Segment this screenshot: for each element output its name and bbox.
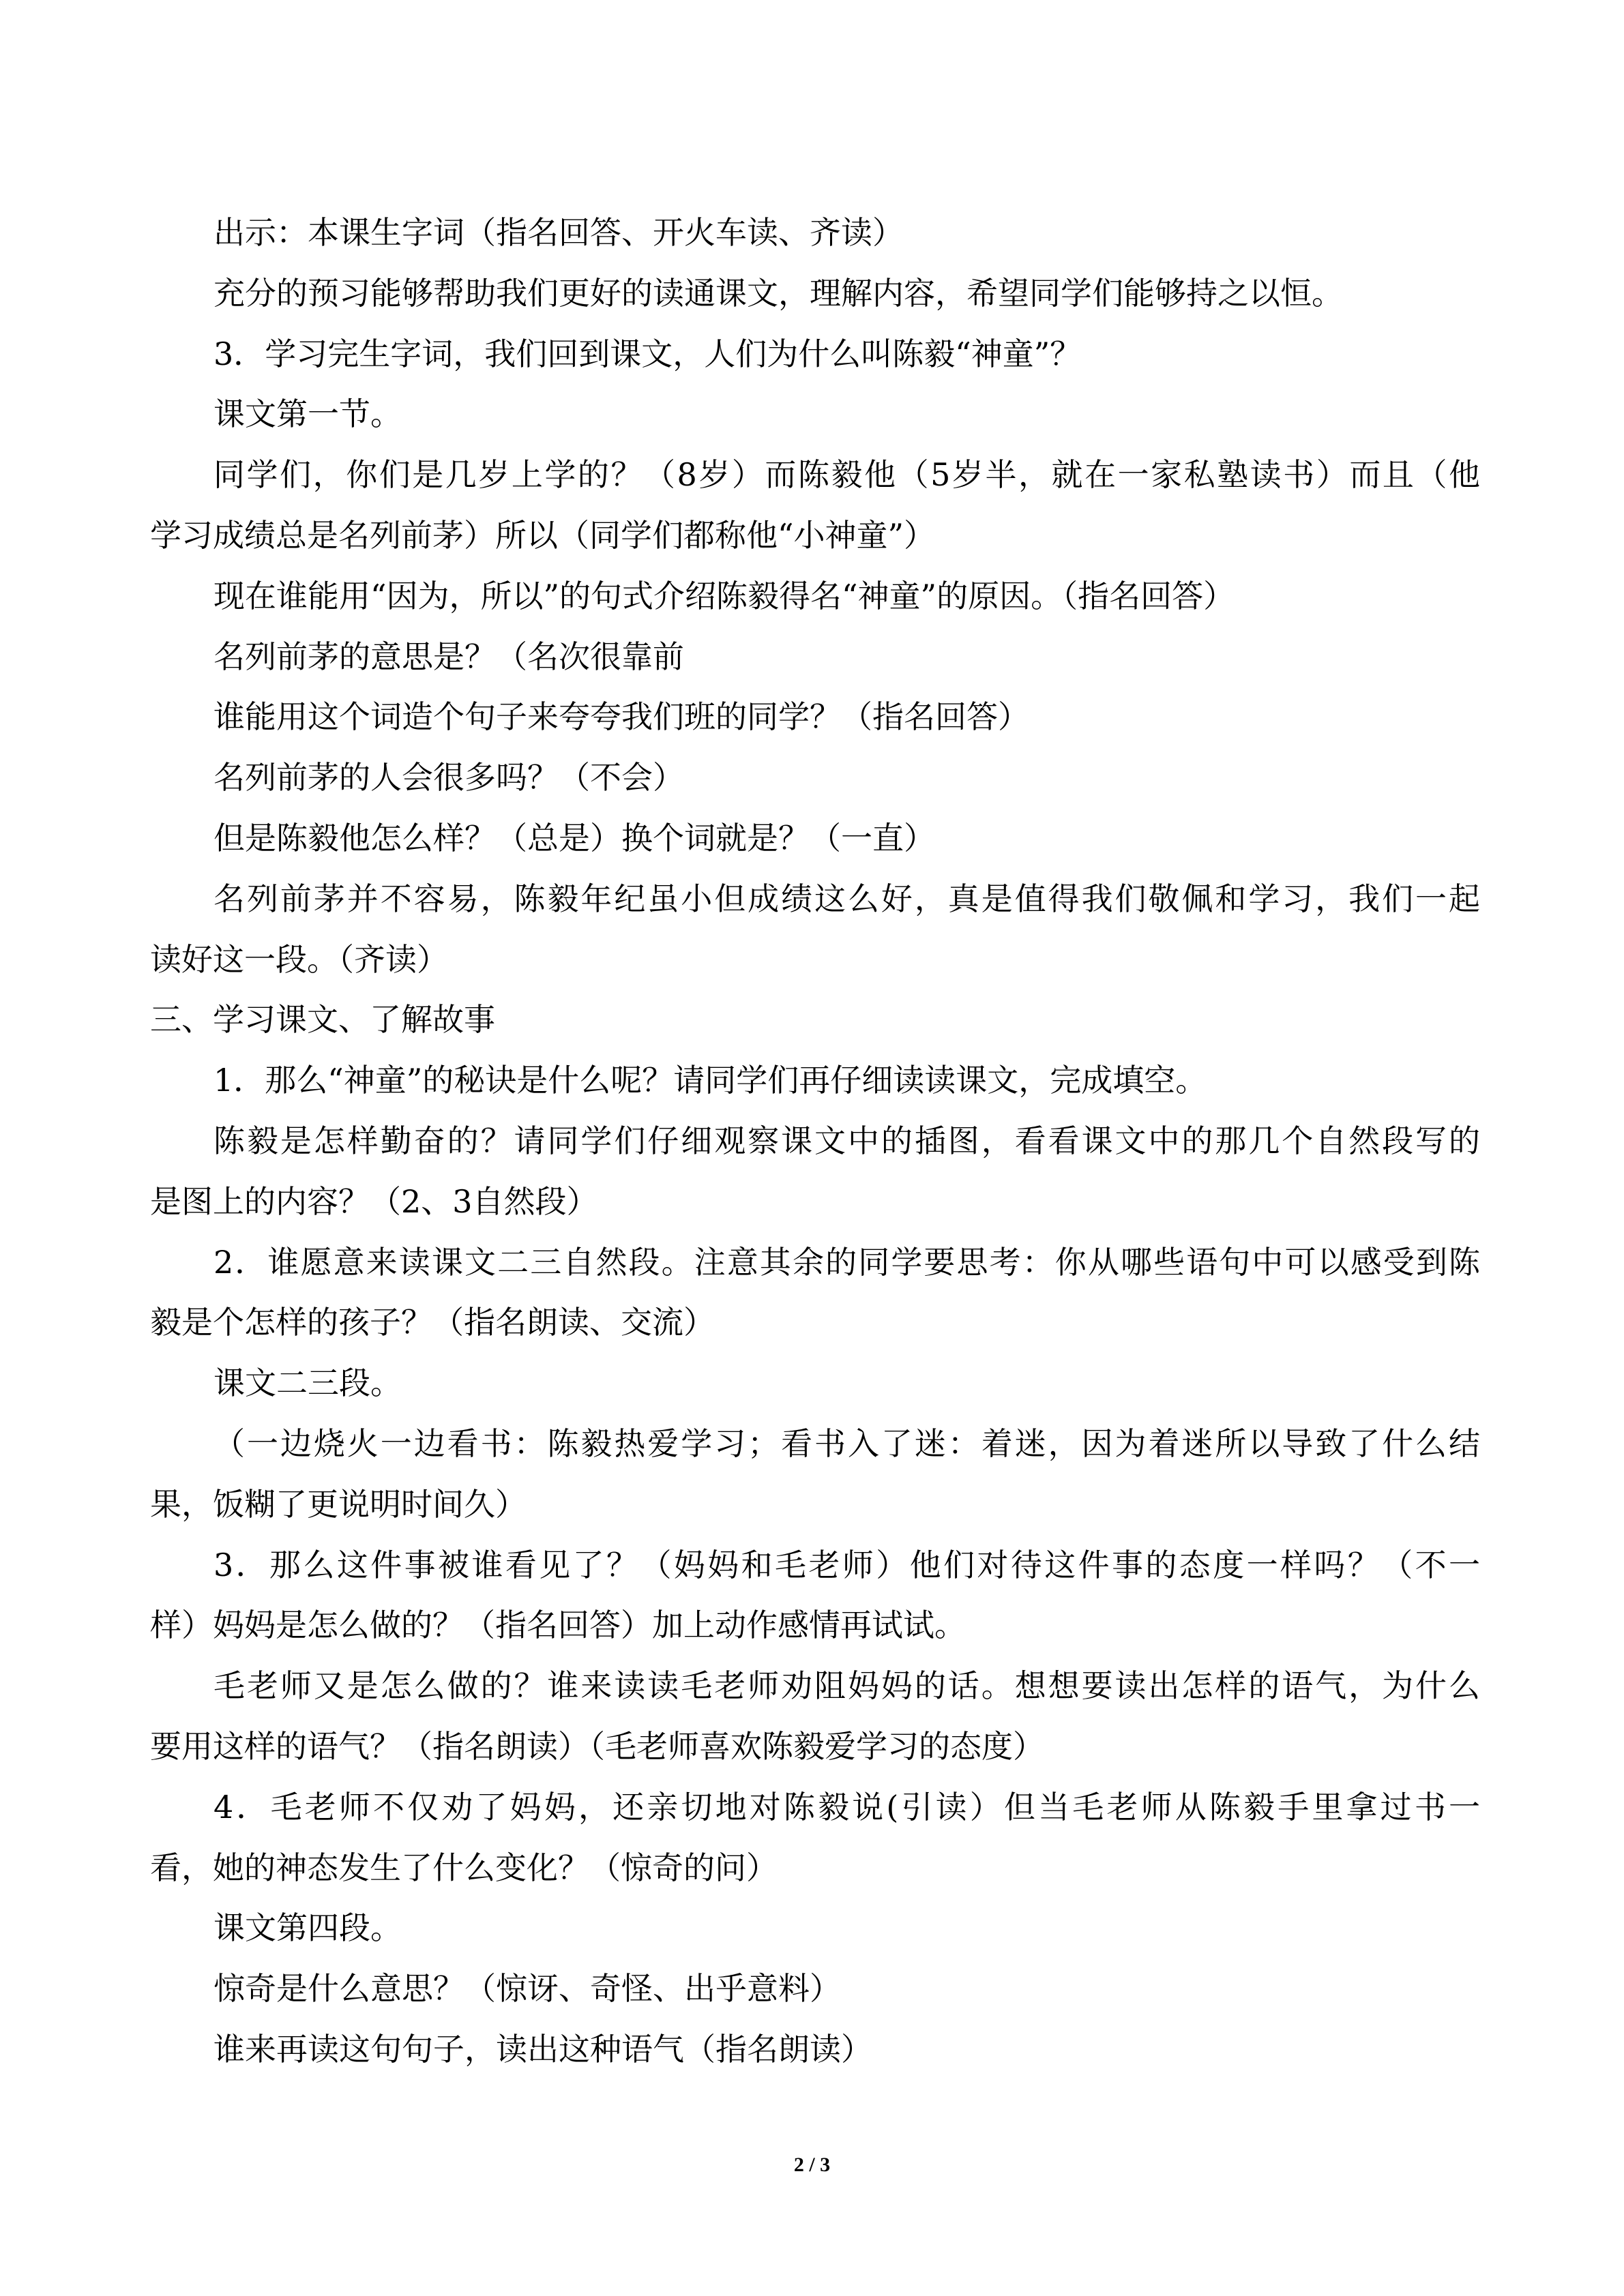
paragraph [150, 384, 1480, 445]
paragraph [150, 627, 1480, 687]
text-line: 谁来再读这句句子，读出这种语气（指名朗读） [213, 2030, 872, 2068]
text-line: 现在谁能用“因为，所以”的句式介绍陈毅得名“神童”的原因。（指名回答） [213, 577, 1235, 614]
text-line: 读好这一段。（齐读） [150, 940, 448, 978]
text-line: 学习成绩总是名列前茅）所以（同学们都称他“小神童”） [150, 516, 936, 554]
text-line: （一边烧火一边看书：陈毅热爱学习；看书入了迷：着迷，因为着迷所以导致了什么结 [213, 1425, 1480, 1462]
text-line: 同学们，你们是几岁上学的？（8岁）而陈毅他（5岁半，就在一家私塾读书）而且（他 [213, 456, 1480, 494]
text-line: 样）妈妈是怎么做的？（指名回答）加上动作感情再试试。 [150, 1607, 966, 1644]
paragraph [150, 566, 1480, 627]
paragraph [150, 869, 1480, 990]
text-line: 名列前茅并不容易，陈毅年纪虽小但成绩这么好，真是值得我们敬佩和学习，我们一起 [213, 880, 1480, 917]
paragraph [150, 1050, 1480, 1111]
text-line: 2．谁愿意来读课文二三自然段。注意其余的同学要思考：你从哪些语句中可以感受到陈 [213, 1243, 1480, 1281]
text-line: 要用这样的语气？（指名朗读）（毛老师喜欢陈毅爱学习的态度） [150, 1727, 1044, 1765]
paragraph [150, 1353, 1480, 1414]
paragraph [150, 1777, 1480, 1898]
text-line: 出示：本课生字词（指名回答、开火车读、齐读） [213, 214, 904, 251]
text-line: 陈毅是怎样勤奋的？请同学们仔细观察课文中的插图，看看课文中的那几个自然段写的 [213, 1122, 1480, 1159]
text-line: 毅是个怎样的孩子？（指名朗读、交流） [150, 1304, 715, 1341]
text-line: 看，她的神态发生了什么变化？（惊奇的问） [150, 1849, 778, 1886]
text-line: 谁能用这个词造个句子来夸夸我们班的同学？（指名回答） [213, 698, 1029, 736]
section-heading [150, 989, 1480, 1050]
paragraph [150, 2019, 1480, 2080]
paragraph [150, 808, 1480, 869]
paragraph [150, 687, 1480, 747]
text-line: 果，饭糊了更说明时间久） [150, 1485, 527, 1523]
paragraph [150, 1898, 1480, 1958]
paragraph [150, 445, 1480, 566]
paragraph [150, 1958, 1480, 2019]
text-line: 1．那么“神童”的秘诀是什么呢？请同学们再仔细读读课文，完成填空。 [213, 1062, 1207, 1099]
paragraph [150, 1656, 1480, 1777]
document-body [150, 203, 1480, 2080]
text-line: 名列前茅的意思是？（名次很靠前 [213, 638, 684, 675]
paragraph [150, 1111, 1480, 1232]
text-line: 3．那么这件事被谁看见了？（妈妈和毛老师）他们对待这件事的态度一样吗？（不一 [213, 1546, 1480, 1583]
paragraph [150, 263, 1480, 324]
text-line: 毛老师又是怎么做的？谁来读读毛老师劝阻妈妈的话。想想要读出怎样的语气，为什么 [213, 1667, 1480, 1705]
text-line: 充分的预习能够帮助我们更好的读通课文，理解内容，希望同学们能够持之以恒。 [213, 274, 1343, 312]
paragraph [150, 203, 1480, 263]
page-number: 2 / 3 [793, 2153, 831, 2176]
text-line: 但是陈毅他怎么样？（总是）换个词就是？（一直） [213, 819, 935, 856]
text-line: 是图上的内容？（2、3自然段） [150, 1182, 598, 1220]
text-line: 课文第一节。 [213, 396, 402, 433]
text-line: 课文第四段。 [213, 1909, 402, 1947]
text-line: 名列前茅的人会很多吗？（不会） [213, 759, 684, 796]
paragraph [150, 1414, 1480, 1535]
paragraph [150, 1232, 1480, 1354]
text-line: 惊奇是什么意思？（惊讶、奇怪、出乎意料） [213, 1970, 841, 2008]
paragraph [150, 324, 1480, 385]
paragraph [150, 747, 1480, 808]
text-line: 3．学习完生字词，我们回到课文，人们为什么叫陈毅“神童”？ [213, 335, 1082, 372]
text-line: 课文二三段。 [213, 1365, 402, 1402]
text-line: 4．毛老师不仅劝了妈妈，还亲切地对陈毅说(引读）但当毛老师从陈毅手里拿过书一 [213, 1788, 1480, 1825]
paragraph [150, 1535, 1480, 1656]
text-line: 三、学习课文、了解故事 [150, 1001, 495, 1039]
